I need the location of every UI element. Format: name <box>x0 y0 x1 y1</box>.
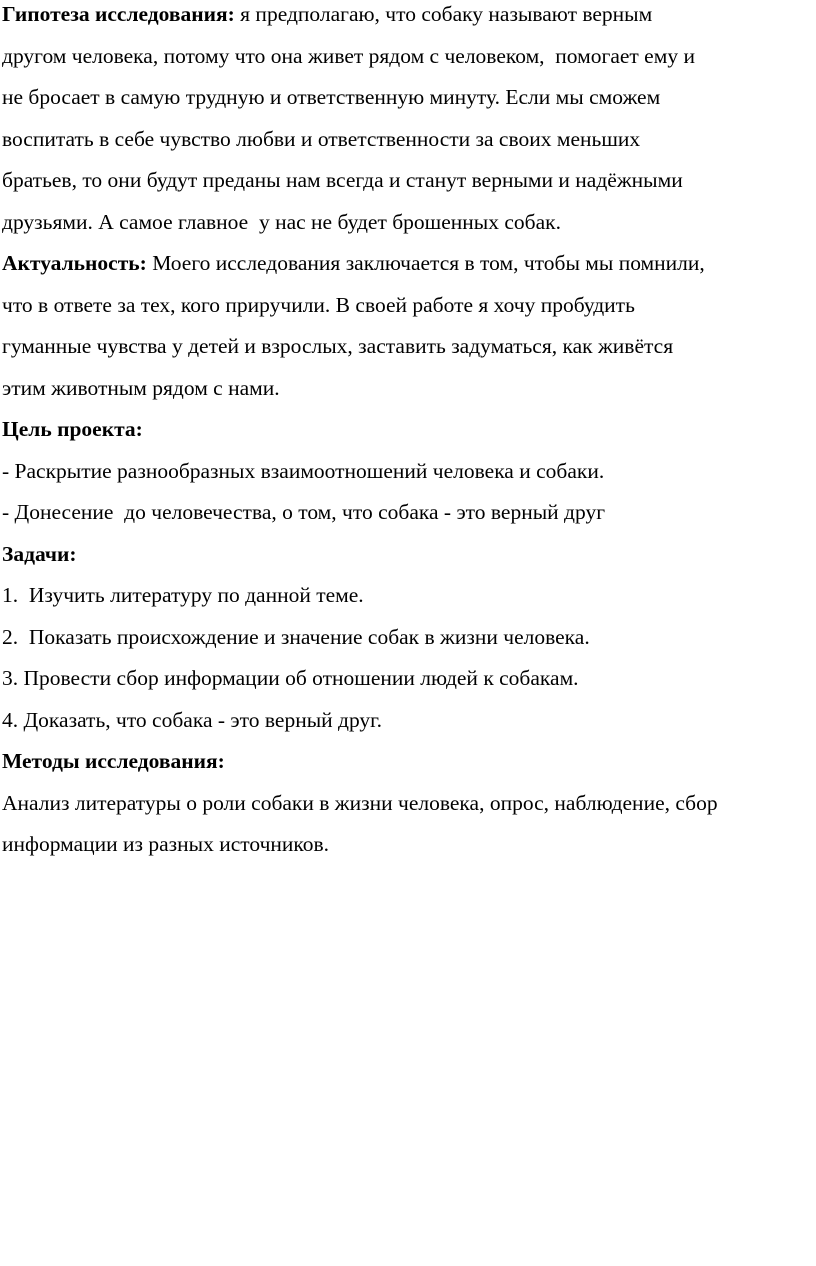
task-item: 3. Провести сбор информации об отношении людей к собакам. <box>2 666 579 690</box>
relevance-line-3: гуманные чувства у детей и взрослых, заставить задуматься, как живётся <box>2 334 674 358</box>
relevance-label: Актуальность: <box>2 251 147 275</box>
relevance-text: Моего исследования заключается в том, чтобы мы помнили, <box>146 251 705 275</box>
methods-heading: Методы исследования: <box>2 749 225 773</box>
tasks-heading: Задачи: <box>2 541 77 566</box>
document-page <box>2 0 814 866</box>
hypothesis-label: Гипотеза исследования: <box>2 2 235 26</box>
hypothesis-line-4: воспитать в себе чувство любви и ответственности за своих меньших <box>2 126 641 151</box>
goal-item: - Донесение до человечества, о том, что собака - это верный друг <box>2 500 606 524</box>
task-item: 2. Показать происхождение и значение собак в жизни человека. <box>2 624 590 649</box>
task-item: 1. Изучить литературу по данной теме. <box>2 583 364 607</box>
task-item: 4. Доказать, что собака - это верный друг. <box>2 707 382 732</box>
relevance-line-1 <box>2 243 814 285</box>
goal-item: - Раскрытие разнообразных взаимоотношений человека и собаки. <box>2 458 605 483</box>
hypothesis-line-6: друзьями. А самое главное у нас не будет брошенных собак. <box>2 209 561 234</box>
hypothesis-line-1 <box>2 0 814 36</box>
goal-heading: Цель проекта: <box>2 417 143 441</box>
hypothesis-line-5: братьев, то они будут преданы нам всегда и станут верными и надёжными <box>2 168 683 192</box>
hypothesis-text: я предполагаю, что собаку называют верным <box>234 2 653 26</box>
methods-line-2: информации из разных источников. <box>2 832 330 856</box>
relevance-line-4: этим животным рядом с нами. <box>2 375 280 400</box>
hypothesis-line-2: другом человека, потому что она живет рядом с человеком, помогает ему и <box>2 43 695 68</box>
hypothesis-line-3: не бросает в самую трудную и ответственную минуту. Если мы сможем <box>2 85 661 109</box>
relevance-line-2: что в ответе за тех, кого приручили. В своей работе я хочу пробудить <box>2 292 635 317</box>
methods-line-1: Анализ литературы о роли собаки в жизни человека, опрос, наблюдение, сбор <box>2 790 718 815</box>
